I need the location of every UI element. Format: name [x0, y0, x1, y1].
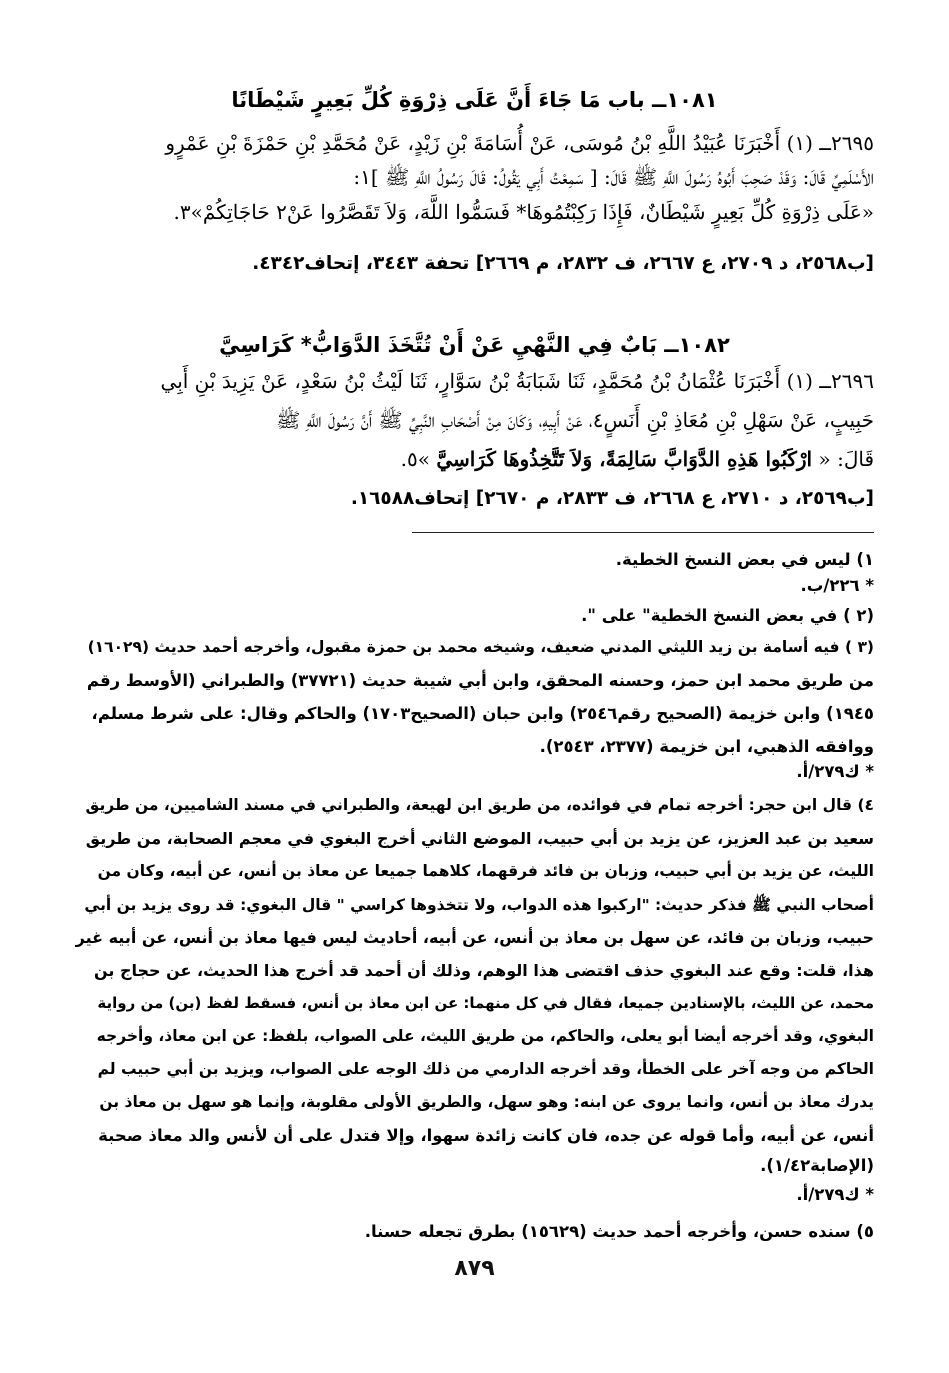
footnote-4-folio: * ك٢٧٩/أ.	[796, 1185, 874, 1204]
footnote-3-line: ١٩٤٥) وابن خزيمة (الصحيح رقم٢٥٤٦) وابن حبان (الصحيح١٧٠٣) والحاكم وقال: على شرط مسلم،	[91, 704, 874, 723]
page-number: ٨٧٩	[454, 1256, 495, 1281]
footnote-4-line: حبيب، وزبان بن فائد، عن سهل بن معاذ بن أنس، عن أبيه، أحاديث ليس فيها معاذ بن أنس، عن أبيه غير	[75, 928, 874, 947]
hadith-2695-reference: [ب٢٥٦٨، د ٢٧٠٩، ع ٢٦٦٧، ف ٢٨٣٢، م ٢٦٦٩] تحفة ٣٤٤٣، إتحاف٤٣٤٢.	[252, 253, 874, 274]
footnote-4-line: (الإصابة١/٤٢).	[760, 1156, 874, 1175]
footnote-4-line: البغوي، وقد أخرجه أيضا أبو يعلى، والحاكم، من طريق الليث، على الصواب، بلفظ: عن ابن معاذ، وأخرجه	[96, 1027, 874, 1045]
hadith-2696-reference: [ب٢٥٦٩، د ٢٧١٠، ع ٢٦٦٨، ف ٢٨٣٣، م ٢٦٧٠] إتحاف١٦٥٨٨.	[350, 488, 874, 509]
hadith-2696-matn: ارْكَبُوا هَذِهِ الدَّوَابَّ سَالِمَةً، وَلاَ تَتَّخِذُوهَا كَرَاسِيَّ	[436, 447, 813, 471]
chapter-1081-title: ١٠٨١ــ باب مَا جَاءَ أَنَّ عَلَى ذِرْوَةِ كُلِّ بَعِيرٍ شَيْطَانًا	[231, 88, 718, 112]
footnote-divider	[412, 532, 874, 533]
footnote-1-folio: * ٢٢٦/ب.	[800, 576, 874, 595]
footnote-4-line: محمد، عن الليث، بالإسنادين جميعا، فقال في كل منهما: عن ابن معاذ بن أنس، فسقط لفظ (بن) من رواية	[97, 994, 874, 1012]
chapter-1082-title: ١٠٨٢ــ بَابٌ فِي النَّهْيِ عَنْ أَنْ تُتَّخَذَ الدَّوَابُّ* كَرَاسِيَّ	[219, 333, 730, 357]
footnote-4-line: أنس، عن أبيه، وأما قوله عن جده، فان كانت زائدة سهوا، وإلا فتدل على أن لأنس والد معاذ صحبة	[98, 1126, 874, 1145]
footnote-4-line: سعيد بن عبد العزيز، عن يزيد بن أبي حبيب، الموضع الثاني أخرج البغوي في معجم الصحابة، من طريق	[85, 829, 874, 848]
hadith-2696-suffix: »٥.	[400, 447, 437, 471]
hadith-2696-prefix: قَالَ: «	[812, 447, 874, 471]
footnote-3-folio: * ك٢٧٩/أ.	[796, 762, 874, 781]
footnote-3-line: من طريق محمد ابن حمز، وحسنه المحقق، وابن أبي شيبة حديث (٣٧٧٢١) والطبراني (الأوسط رقم	[86, 671, 874, 690]
book-page: ١٠٨١ــ باب مَا جَاءَ أَنَّ عَلَى ذِرْوَةِ كُلِّ بَعِيرٍ شَيْطَانًا ٢٦٩٥ــ (١) أَخْبَرَنَا عُبَيْدُ اللَّهِ بْنُ مُوسَى، عَنْ أُسَامَةَ بْنِ زَيْدٍ، عَنْ مُحَمَّدِ بْنِ حَمْزَةَ بْنِ عَمْرٍو الأَسْلَمِيِّ قَالَ: وَقَدْ صَحِبَ أَبُوهُ رَسُولَ اللَّهِ ﷺ قَالَ: [ سَمِعْتُ أَبِي يَقُولُ: قَالَ رَسُولُ اللَّهِ ﷺ ]١: «عَلَى ذِرْوَةِ كُلِّ بَعِيرٍ شَيْطَانٌ، فَإِذَا رَكِبْتُمُوهَا* فَسَمُّوا اللَّهَ، وَلاَ تَقَصَّرُوا عَنْ٢ حَاجَاتِكُمْ»٣. [ب٢٥٦٨، د ٢٧٠٩، ع ٢٦٦٧، ف ٢٨٣٢، م ٢٦٦٩] تحفة ٣٤٤٣، إتحاف٤٣٤٢. ١٠٨٢ــ بَابٌ فِي النَّهْيِ عَنْ أَنْ تُتَّخَذَ الدَّوَابُّ* كَرَاسِيَّ ٢٦٩٦ــ (١) أَخْبَرَنَا عُثْمَانُ بْنُ مُحَمَّدٍ، ثَنَا شَبَابَةُ بْنُ سَوَّارٍ، ثَنَا لَيْثُ بْنُ سَعْدٍ، عَنْ يَزِيدَ بْنِ أَبِي حَبِيبٍ، عَنْ سَهْلِ بْنِ مُعَاذِ بْنِ أَنَسٍ٤، عَنْ أَبِيهِ، وَكَانَ مِنْ أَصْحَابِ النَّبِيِّ ﷺ أَنَّ رَسُولَ اللَّهِ ﷺ قَالَ: « ارْكَبُوا هَذِهِ الدَّوَابَّ سَالِمَةً، وَلاَ تَتَّخِذُوهَا كَرَاسِيَّ »٥. [ب٢٥٦٩، د ٢٧١٠، ع ٢٦٦٨، ف ٢٨٣٣، م ٢٦٧٠] إتحاف١٦٥٨٨. ١) ليس في بعض النسخ الخطية. * ٢٢٦/ب. (٢ ) في بعض النسخ الخطية" على ". (٣ ) فيه أسامة بن زيد الليثي المدني ضعيف، وشيخه محمد بن حمزة مقبول، وأخرجه أحمد حديث (١٦٠٢٩) من طريق محمد ابن حمز، وحسنه المحقق، وابن أبي شيبة حديث (٣٧٧٢١) والطبراني (الأوسط رقم ١٩٤٥) وابن خزيمة (الصحيح رقم٢٥٤٦) وابن حبان (الصحيح١٧٠٣) والحاكم وقال: على شرط مسلم، ووافقه الذهبي، ابن خزيمة (٢٣٧٧، ٢٥٤٣). * ك٢٧٩/أ. ٤) قال ابن حجر: أخرجه تمام في فوائده، من طريق ابن لهيعة، والطبراني في مسند الشاميين، من طريق سعيد بن عبد العزيز، عن يزيد بن أبي حبيب، الموضع الثاني أخرج البغوي في معجم الصحابة، من طريق الليث، عن يزيد بن أبي حبيب، وزبان بن فائد فرقهما، كلاهما جميعا عن معاذ بن أنس، عن أبيه، وكان من أصحاب النبي ﷺ فذكر حديث: "اركبوا هذه الدواب، ولا تتخذوها كراسي " قال البغوي: قد روى يزيد بن أبي حبيب، وزبان بن فائد، عن سهل بن معاذ بن أنس، عن أبيه، أحاديث ليس فيها معاذ بن أنس، عن أبيه غير هذا، قلت: وقع عند البغوي حذف اقتضى هذا الوهم، وذلك أن أحمد قد أخرج هذا الحديث، عن حجاج بن محمد، عن الليث، بالإسنادين جميعا، فقال في كل منهما: عن ابن معاذ بن أنس، فسقط لفظ (بن) من رواية البغوي، وقد أخرجه أيضا أبو يعلى، والحاكم، من طريق الليث، على الصواب، بلفظ: عن ابن معاذ، وأخرجه الحاكم من وجه آخر على الخطأ، وقد أخرجه الدارمي من ذلك الوجه على الصواب، ويزيد بن أبي حبيب لم يدرك معاذ بن أنس، وانما يروى عن ابنه: وهو سهل، والطريق الأولى مقلوبة، وإنما هو سهل بن معاذ بن أنس، عن أبيه، وأما قوله عن جده، فان كانت زائدة سهوا، وإلا فتدل على أن لأنس والد معاذ صحبة (الإصابة١/٤٢). * ك٢٧٩/أ. ٥) سنده حسن، وأخرجه أحمد حديث (١٥٦٢٩) بطرق تجعله حسنا. ٨٧٩	[0, 0, 949, 1373]
footnote-4-line: ٤) قال ابن حجر: أخرجه تمام في فوائده، من طريق ابن لهيعة، والطبراني في مسند الشاميين، من طريق	[85, 796, 874, 814]
footnote-4-line: الليث، عن يزيد بن أبي حبيب، وزبان بن فائد فرقهما، كلاهما جميعا عن معاذ بن أنس، عن أبيه، وكان من	[97, 862, 874, 880]
footnote-4-line: أصحاب النبي ﷺ فذكر حديث: "اركبوا هذه الدواب، ولا تتخذوها كراسي " قال البغوي: قد روى يزيد بن أبي	[84, 896, 874, 914]
footnote-2-line: (٢ ) في بعض النسخ الخطية" على ".	[581, 606, 874, 625]
footnote-3-line: ووافقه الذهبي، ابن خزيمة (٢٣٧٧، ٢٥٤٣).	[539, 737, 874, 756]
footnote-4-line: يدرك معاذ بن أنس، وانما يروى عن ابنه: وهو سهل، والطريق الأولى مقلوبة، وإنما هو سهل بن معاذ بن	[99, 1093, 874, 1111]
footnote-3-line: (٣ ) فيه أسامة بن زيد الليثي المدني ضعيف، وشيخه محمد بن حمزة مقبول، وأخرجه أحمد حديث (١٦٠٢٩)	[87, 638, 874, 656]
footnote-4-line: هذا، قلت: وقع عند البغوي حذف اقتضى هذا الوهم، وذلك أن أحمد قد أخرج هذا الحديث، عن حجاج بن	[93, 961, 874, 980]
footnote-1-line: ١) ليس في بعض النسخ الخطية.	[615, 550, 874, 569]
footnote-4-line: الحاكم من وجه آخر على الخطأ، وقد أخرجه الدارمي من ذلك الوجه على الصواب، ويزيد بن أبي حبيب لم	[97, 1060, 874, 1078]
footnote-5-line: ٥) سنده حسن، وأخرجه أحمد حديث (١٥٦٢٩) بطرق تجعله حسنا.	[364, 1222, 874, 1241]
